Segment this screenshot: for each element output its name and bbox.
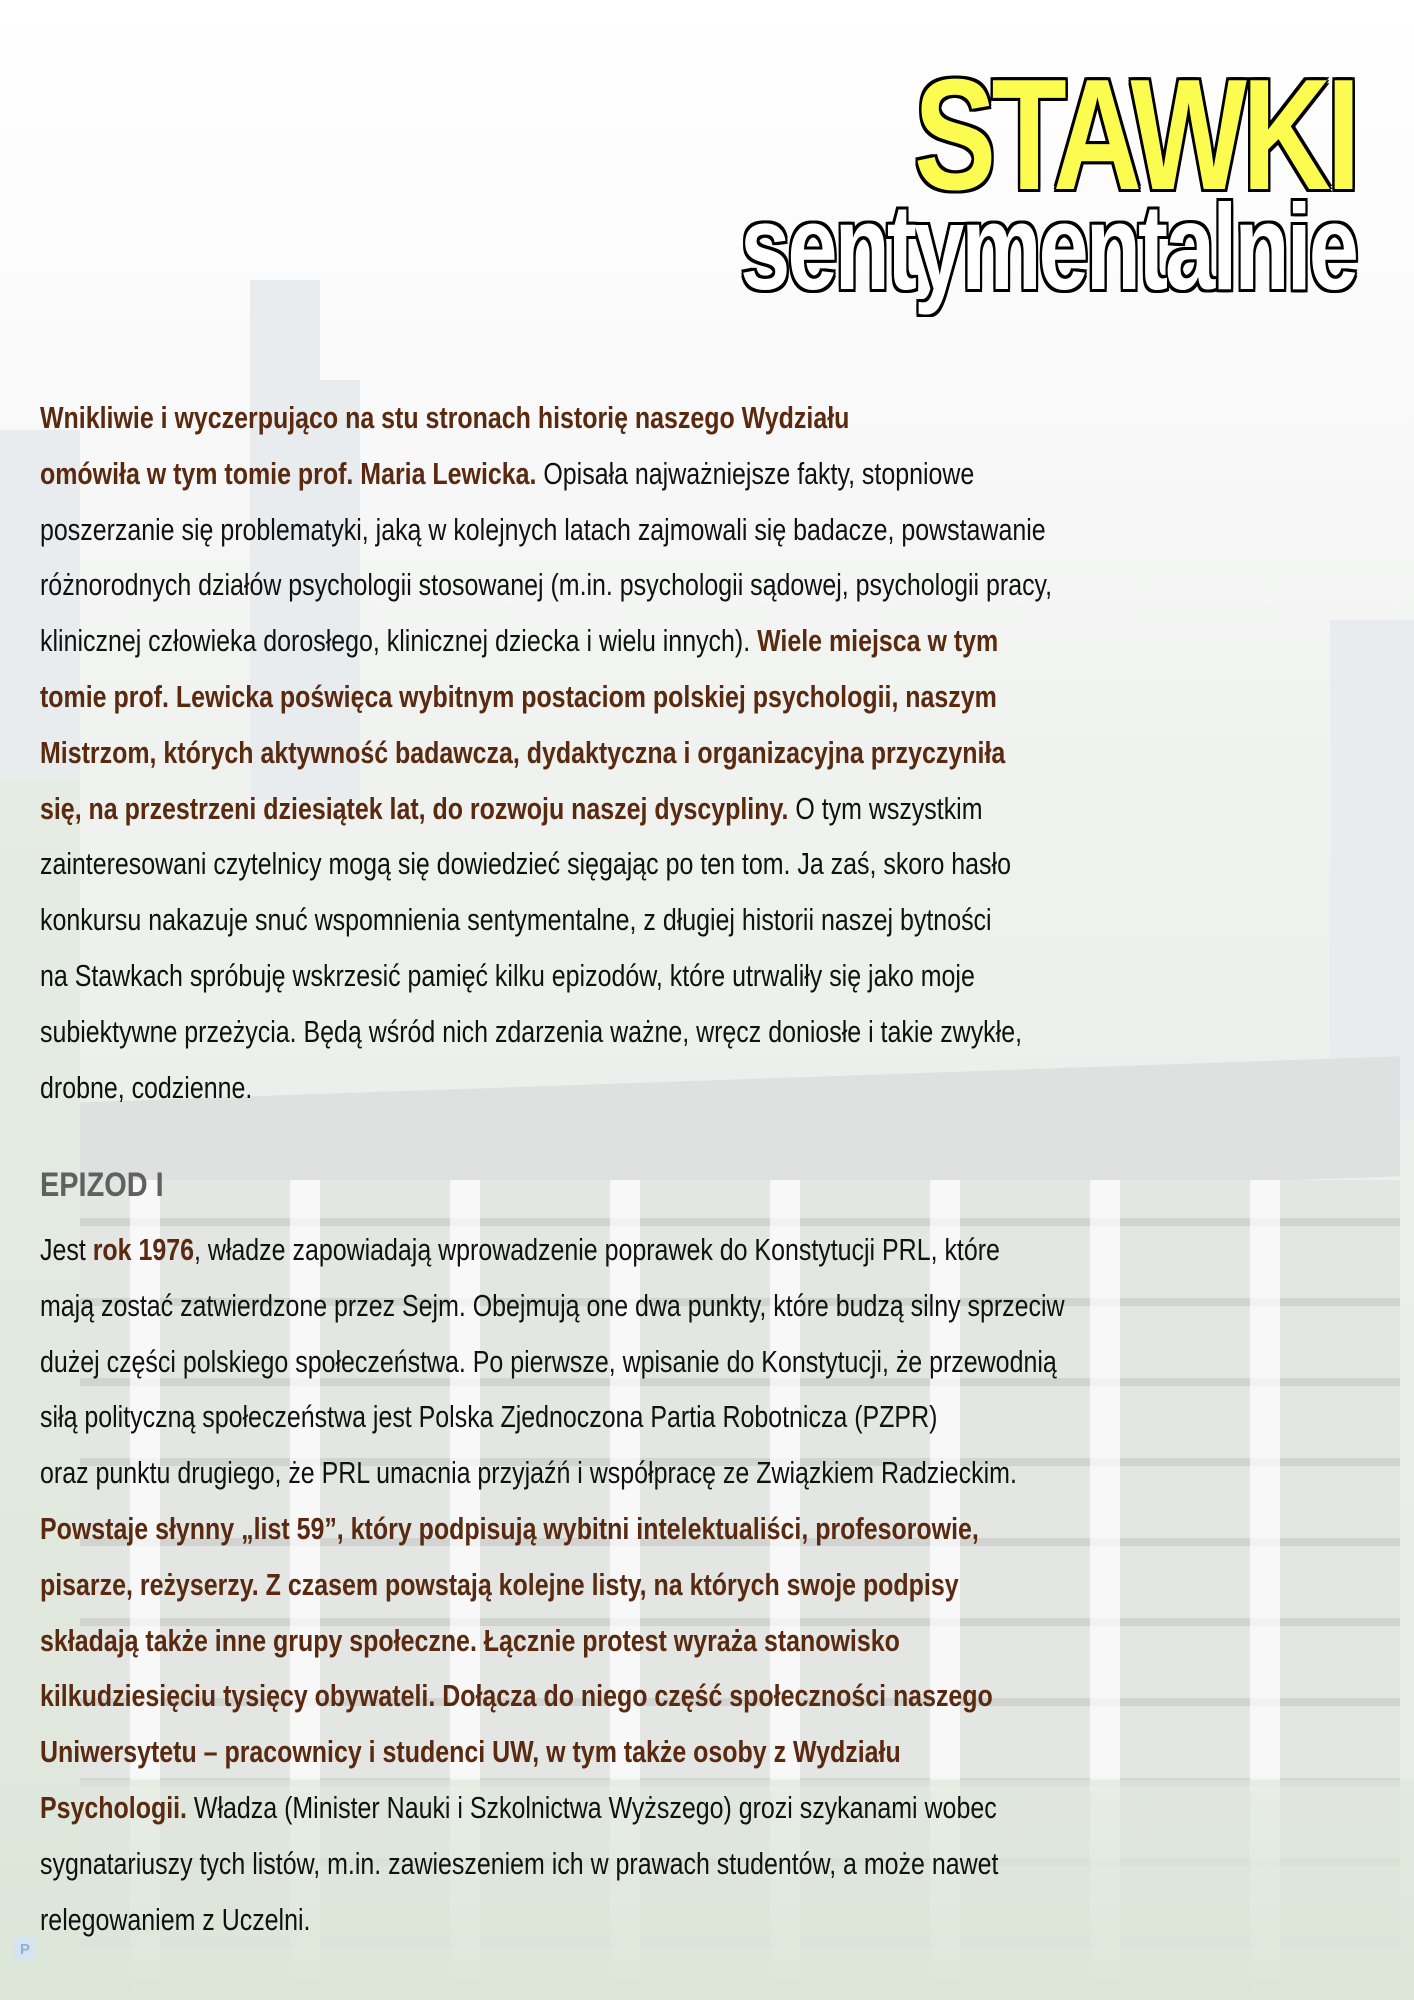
intro-line: drobne, codzienne. bbox=[40, 1069, 253, 1105]
parking-sign: P bbox=[14, 1938, 36, 1960]
episode-line: dużej części polskiego społeczeństwa. Po pierwsze, wpisanie do Konstytucji, że przewodnią bbox=[40, 1343, 1057, 1379]
episode-line: relegowaniem z Uczelni. bbox=[40, 1901, 311, 1937]
episode-line: , władze zapowiadają wprowadzenie poprawek do Konstytucji PRL, które bbox=[193, 1232, 1000, 1267]
episode-line: oraz punktu drugiego, że PRL umacnia przyjaźń i współpracę ze Związkiem Radzieckim. bbox=[40, 1455, 1017, 1491]
intro-line: konkursu nakazuje snuć wspomnienia sentymentalne, z długiej historii naszej bytności bbox=[40, 902, 992, 938]
episode-line: pisarze, reżyserzy. Z czasem powstają kolejne listy, na których swoje podpisy bbox=[40, 1566, 959, 1602]
intro-line: różnorodnych działów psychologii stosowanej (m.in. psychologii sądowej, psychologii pracy, bbox=[40, 567, 1053, 603]
intro-line: się, na przestrzeni dziesiątek lat, do rozwoju naszej dyscypliny. bbox=[40, 790, 789, 826]
intro-line: omówiła w tym tomie prof. Maria Lewicka. bbox=[40, 455, 537, 491]
episode-line: składają także inne grupy społeczne. Łącznie protest wyraża stanowisko bbox=[40, 1622, 900, 1658]
intro-line: subiektywne przeżycia. Będą wśród nich zdarzenia ważne, wręcz doniosłe i takie zwykłe, bbox=[40, 1013, 1023, 1049]
episode-paragraph bbox=[40, 1222, 1410, 1947]
episode-heading: EPIZOD I bbox=[40, 1166, 164, 1204]
episode-line: Psychologii. bbox=[40, 1789, 188, 1825]
episode-line: Jest bbox=[40, 1232, 93, 1267]
intro-line: zainteresowani czytelnicy mogą się dowiedzieć sięgając po ten tom. Ja zaś, skoro hasło bbox=[40, 846, 1011, 882]
episode-line: kilkudziesięciu tysięcy obywateli. Dołącza do niego część społeczności naszego bbox=[40, 1678, 993, 1714]
title-main: STAWKI bbox=[913, 47, 1356, 223]
intro-line: poszerzanie się problematyki, jaką w kolejnych latach zajmowali się badacze, powstawanie bbox=[40, 511, 1046, 547]
intro-line: Opisała najważniejsze fakty, stopniowe bbox=[536, 455, 975, 491]
intro-line: Mistrzom, których aktywność badawcza, dydaktyczna i organizacyjna przyczyniła bbox=[40, 734, 1006, 770]
episode-line: mają zostać zatwierdzone przez Sejm. Obejmują one dwa punkty, które budzą silny sprzeciw bbox=[40, 1287, 1065, 1323]
intro-line: tomie prof. Lewicka poświęca wybitnym postaciom polskiej psychologii, naszym bbox=[40, 678, 997, 714]
intro-line: klinicznej człowieka dorosłego, klinicznej dziecka i wielu innych). bbox=[40, 623, 758, 659]
episode-line: sygnatariuszy tych listów, m.in. zawieszeniem ich w prawach studentów, a może nawet bbox=[40, 1845, 999, 1881]
intro-line: na Stawkach spróbuję wskrzesić pamięć kilku epizodów, które utrwaliły się jako moje bbox=[40, 957, 975, 993]
episode-line: Powstaje słynny „list 59”, który podpisują wybitni intelektualiści, profesorowie, bbox=[40, 1510, 979, 1546]
intro-line: Wnikliwie i wyczerpująco na stu stronach historię naszego Wydziału bbox=[40, 400, 850, 435]
page-title bbox=[456, 47, 1356, 315]
episode-line: Władza (Minister Nauki i Szkolnictwa Wyższego) grozi szykanami wobec bbox=[187, 1789, 997, 1825]
episode-line: Uniwersytetu – pracownicy i studenci UW, w tym także osoby z Wydziału bbox=[40, 1734, 901, 1770]
title-subtitle: sentymentalnie bbox=[740, 179, 1356, 315]
intro-paragraph bbox=[40, 390, 1390, 1115]
episode-line: siłą polityczną społeczeństwa jest Polska Zjednoczona Partia Robotnicza (PZPR) bbox=[40, 1399, 938, 1435]
intro-line: Wiele miejsca w tym bbox=[757, 623, 999, 659]
episode-year: rok 1976 bbox=[92, 1232, 194, 1267]
intro-line: O tym wszystkim bbox=[788, 790, 983, 826]
